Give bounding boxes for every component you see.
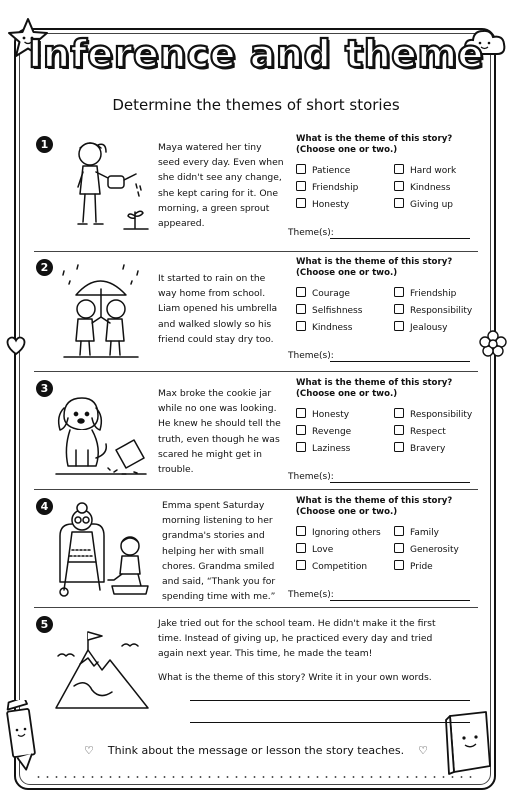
- checkbox[interactable]: [394, 408, 404, 418]
- option-ignoring-others[interactable]: Ignoring others: [296, 526, 381, 539]
- girl-watering-plant-illustration: [50, 132, 150, 242]
- story-text: Max broke the cookie jar while no one was looking. He knew he should tell the truth, even though he was scared he might get in trouble.: [158, 388, 281, 476]
- checkbox[interactable]: [296, 304, 306, 314]
- option-patience[interactable]: Patience: [296, 164, 350, 177]
- section-divider: [34, 251, 478, 252]
- heart-icon: [4, 334, 28, 356]
- option-respect[interactable]: Respect: [394, 425, 446, 438]
- story-section-5: [30, 612, 482, 736]
- option-friendship[interactable]: Friendship: [296, 181, 358, 194]
- option-courage[interactable]: Courage: [296, 287, 350, 300]
- option-jealousy[interactable]: Jealousy: [394, 321, 447, 334]
- option-laziness[interactable]: Laziness: [296, 442, 350, 455]
- option-selfishness[interactable]: Selfishness: [296, 304, 362, 317]
- page-subtitle: Determine the themes of short stories: [112, 96, 400, 114]
- checkbox[interactable]: [296, 560, 306, 570]
- checkbox[interactable]: [394, 321, 404, 331]
- option-generosity[interactable]: Generosity: [394, 543, 459, 556]
- option-pride[interactable]: Pride: [394, 560, 433, 573]
- checkbox[interactable]: [394, 560, 404, 570]
- question-text: What is the theme of this story? (Choose one or two.): [296, 134, 453, 155]
- checkbox[interactable]: [296, 425, 306, 435]
- section-number: 4: [36, 498, 53, 515]
- option-family[interactable]: Family: [394, 526, 439, 539]
- checkbox[interactable]: [296, 198, 306, 208]
- option-honesty[interactable]: Honesty: [296, 408, 349, 421]
- story-section-1: [30, 132, 482, 250]
- option-giving-up[interactable]: Giving up: [394, 198, 453, 211]
- bottom-dotted-border: [34, 776, 478, 778]
- checkbox[interactable]: [296, 287, 306, 297]
- theme-answer-field[interactable]: Theme(s):: [288, 351, 476, 361]
- option-competition[interactable]: Competition: [296, 560, 367, 573]
- story-text: Emma spent Saturday morning listening to her grandma's stories and helping her with small chores. Grandma smiled and said, “Thank you for spending time with me.”: [162, 500, 276, 603]
- footer-text: Think about the message or lesson the story teaches.: [107, 744, 405, 757]
- theme-answer-field[interactable]: Theme(s):: [288, 228, 476, 238]
- checkbox[interactable]: [296, 442, 306, 452]
- section-number: 2: [36, 259, 53, 276]
- section-number: 1: [36, 136, 53, 153]
- story-text: It started to rain on the way home from school. Liam opened his umbrella and walked slowly so his friend could stay dry too.: [158, 273, 278, 345]
- checkbox[interactable]: [394, 198, 404, 208]
- checkbox[interactable]: [296, 526, 306, 536]
- mountain-flag-illustration: [52, 626, 152, 716]
- section-divider: [34, 371, 478, 372]
- question-text: What is the theme of this story? Write it in your own words.: [158, 672, 432, 683]
- flower-icon: [478, 329, 508, 359]
- checkbox[interactable]: [394, 526, 404, 536]
- page-title: Inference and theme: [28, 32, 484, 76]
- story-text: Jake tried out for the school team. He didn't make it the first time. Instead of giving up, he practiced every day and tried again next year. This time, he made the team!: [158, 618, 436, 660]
- grandma-and-girl-illustration: [50, 502, 154, 600]
- dog-broken-cookie-jar-illustration: [50, 388, 150, 480]
- heart-icon: ♡: [84, 744, 94, 757]
- option-responsibility[interactable]: Responsibility: [394, 304, 472, 317]
- question-text: What is the theme of this story? (Choose one or two.): [296, 257, 453, 278]
- checkbox[interactable]: [296, 408, 306, 418]
- section-divider: [34, 607, 478, 608]
- footer: [0, 744, 512, 757]
- theme-answer-field[interactable]: Theme(s):: [288, 590, 476, 600]
- answer-line-1[interactable]: [190, 700, 470, 701]
- story-section-4: [30, 494, 482, 606]
- checkbox[interactable]: [296, 543, 306, 553]
- question-text: What is the theme of this story? (Choose one or two.): [296, 496, 453, 517]
- checkbox[interactable]: [394, 442, 404, 452]
- story-text: Maya watered her tiny seed every day. Even when she didn't see any change, she kept caring for it. One morning, a green sprout appeared.: [158, 142, 284, 230]
- theme-answer-field[interactable]: Theme(s):: [288, 472, 476, 482]
- checkbox[interactable]: [394, 543, 404, 553]
- option-revenge[interactable]: Revenge: [296, 425, 351, 438]
- heart-icon: ♡: [418, 744, 428, 757]
- checkbox[interactable]: [394, 287, 404, 297]
- checkbox[interactable]: [296, 164, 306, 174]
- checkbox[interactable]: [394, 304, 404, 314]
- checkbox[interactable]: [296, 181, 306, 191]
- story-section-3: [30, 376, 482, 488]
- section-number: 3: [36, 380, 53, 397]
- option-kindness[interactable]: Kindness: [296, 321, 352, 334]
- boys-sharing-umbrella-illustration: [50, 259, 150, 363]
- checkbox[interactable]: [394, 425, 404, 435]
- question-text: What is the theme of this story? (Choose one or two.): [296, 378, 453, 399]
- checkbox[interactable]: [394, 164, 404, 174]
- option-honesty[interactable]: Honesty: [296, 198, 349, 211]
- checkbox[interactable]: [296, 321, 306, 331]
- option-kindness[interactable]: Kindness: [394, 181, 450, 194]
- option-hard-work[interactable]: Hard work: [394, 164, 456, 177]
- option-friendship[interactable]: Friendship: [394, 287, 456, 300]
- option-bravery[interactable]: Bravery: [394, 442, 445, 455]
- section-number: 5: [36, 616, 53, 633]
- option-love[interactable]: Love: [296, 543, 333, 556]
- story-section-2: [30, 255, 482, 367]
- answer-line-2[interactable]: [190, 722, 470, 723]
- checkbox[interactable]: [394, 181, 404, 191]
- option-responsibility[interactable]: Responsibility: [394, 408, 472, 421]
- section-divider: [34, 489, 478, 490]
